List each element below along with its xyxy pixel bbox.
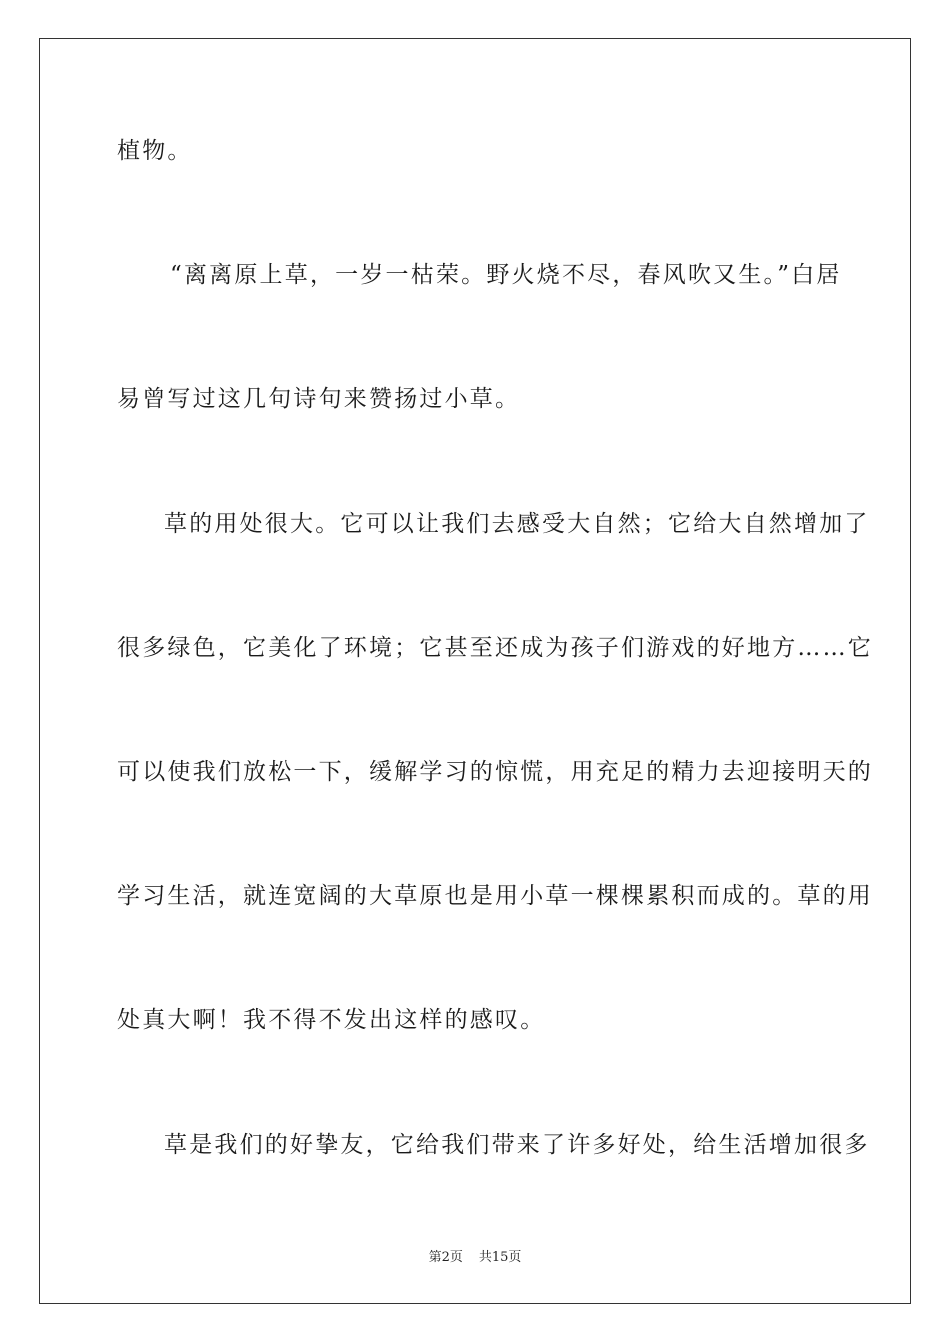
text-line: 学习生活，就连宽阔的大草原也是用小草一棵棵累积而成的。草的用 (117, 883, 873, 909)
text-line: 处真大啊！我不得不发出这样的感叹。 (117, 1007, 546, 1033)
page-footer (0, 1246, 950, 1265)
page-border (39, 38, 911, 1304)
text-line: “离离原上草，一岁一枯荣。野火烧不尽，春风吹又生。”白居 (170, 262, 842, 288)
text-line: 草的用处很大。它可以让我们去感受大自然；它给大自然增加了 (164, 511, 870, 537)
text-line: 易曾写过这几句诗句来赞扬过小草。 (117, 386, 521, 412)
text-line: 很多绿色，它美化了环境；它甚至还成为孩子们游戏的好地方……它 (117, 635, 873, 661)
page-total: 共15页 (478, 1250, 522, 1265)
text-line: 可以使我们放松一下，缓解学习的惊慌，用充足的精力去迎接明天的 (117, 759, 873, 785)
text-line: 草是我们的好挚友，它给我们带来了许多好处，给生活增加很多 (164, 1132, 870, 1158)
text-line: 植物。 (117, 138, 193, 164)
page-number: 第2页 (428, 1250, 463, 1265)
